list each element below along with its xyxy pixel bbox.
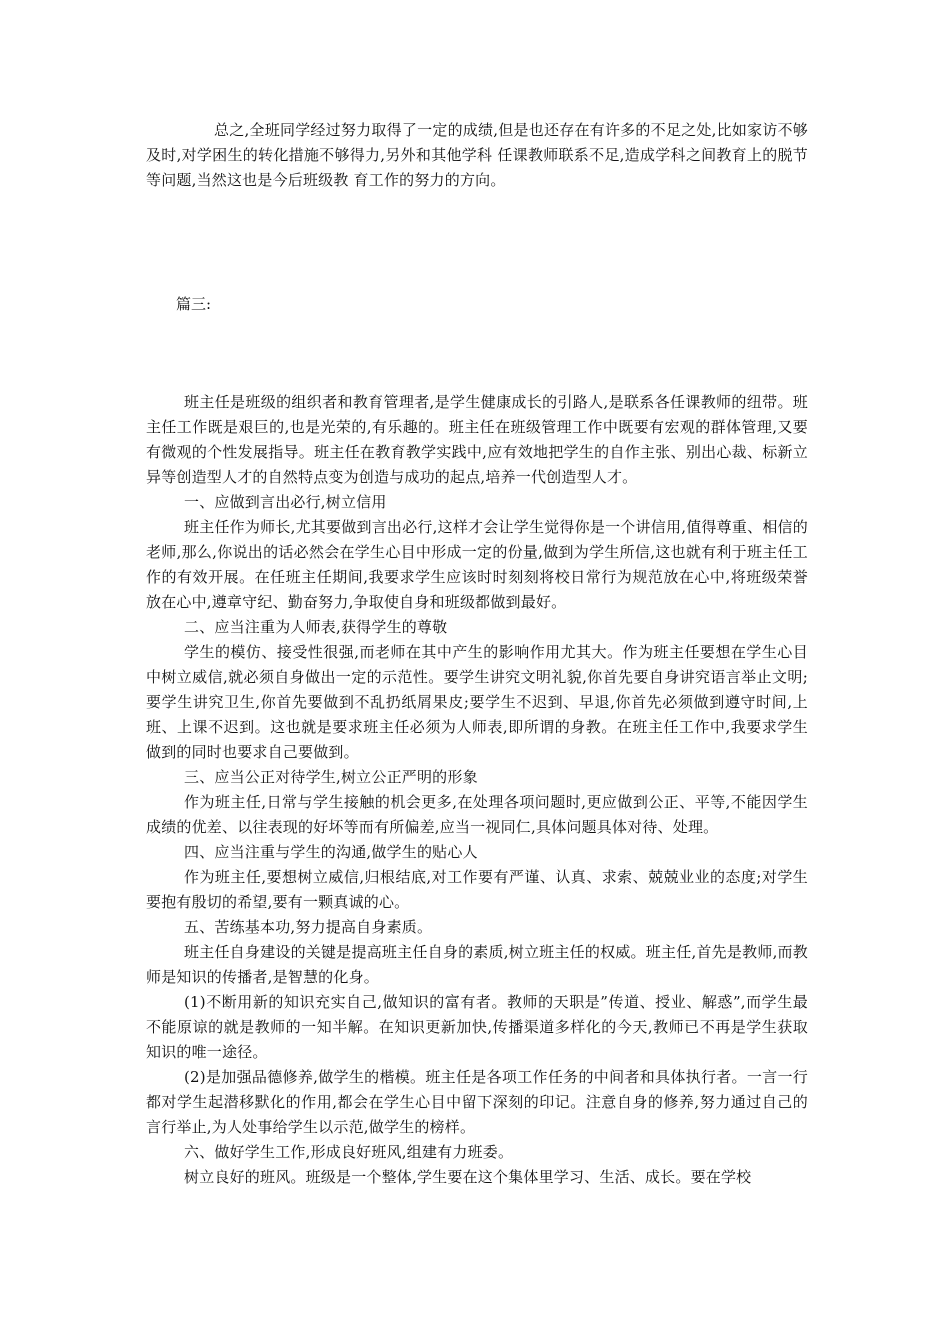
subheading-4: 四、应当注重与学生的沟通,做学生的贴心人 [184, 843, 478, 861]
closing-paragraph-block [146, 118, 808, 193]
article-body [146, 390, 808, 1190]
body-paragraph-2: 学生的模仿、接受性很强,而老师在其中产生的影响作用尤其大。作为班主任要想在学生心目中树立威信,就必须自身做出一定的示范性。要学生讲究文明礼貌,你首先要自身讲究语言举止文明;要学生讲究卫生,你首先要做到不乱扔纸屑果皮;要学生不迟到、早退,你首先必须做到遵守时间,上班、上课不迟到。这也就是要求班主任必须为人师表,即所谓的身教。在班主任工作中,我要求学生做到的同时也要求自己要做到。 [146, 643, 808, 761]
intro-paragraph: 班主任是班级的组织者和教育管理者,是学生健康成长的引路人,是联系各任课教师的纽带。班主任工作既是艰巨的,也是光荣的,有乐趣的。班主任在班级管理工作中既要有宏观的群体管理,又要有微观的个性发展指导。班主任在教育教学实践中,应有效地把学生的自作主张、别出心裁、标新立异等创造型人才的自然特点变为创造与成功的起点,培养一代创造型人才。 [146, 393, 808, 486]
subheading-3: 三、应当公正对待学生,树立公正严明的形象 [184, 768, 478, 786]
body-paragraph-5-point-1: (1)不断用新的知识充实自己,做知识的富有者。教师的天职是”传道、授业、解惑”,而学生最不能原谅的就是教师的一知半解。在知识更新加快,传播渠道多样化的今天,教师已不再是学生获取知识的唯一途径。 [146, 993, 808, 1061]
body-paragraph-1: 班主任作为师长,尤其要做到言出必行,这样才会让学生觉得你是一个讲信用,值得尊重、相信的老师,那么,你说出的话必然会在学生心目中形成一定的份量,做到为学生所信,这也就有利于班主任工作的有效开展。在任班主任期间,我要求学生应该时时刻刻将校日常行为规范放在心中,将班级荣誉放在心中,遵章守纪、勤奋努力,争取使自身和班级都做到最好。 [146, 518, 808, 611]
closing-paragraph: 总之,全班同学经过努力取得了一定的成绩,但是也还存在有许多的不足之处,比如家访不够及时,对学困生的转化措施不够得力,另外和其他学科 任课教师联系不足,造成学科之间教育上的脱节等问题,当然这也是今后班级教 育工作的努力的方向。 [146, 121, 808, 189]
section-heading: 篇三: [176, 295, 212, 313]
subheading-1: 一、应做到言出必行,树立信用 [184, 493, 387, 511]
body-paragraph-5-point-2: (2)是加强品德修养,做学生的楷模。班主任是各项工作任务的中间者和具体执行者。一言一行都对学生起潜移默化的作用,都会在学生心目中留下深刻的印记。注意自身的修养,努力通过自己的言行举止,为人处事给学生以示范,做学生的榜样。 [146, 1068, 808, 1136]
subheading-6: 六、做好学生工作,形成良好班风,组建有力班委。 [184, 1143, 514, 1161]
subheading-2: 二、应当注重为人师表,获得学生的尊敬 [184, 618, 448, 636]
body-paragraph-5: 班主任自身建设的关键是提高班主任自身的素质,树立班主任的权威。班主任,首先是教师,而教师是知识的传播者,是智慧的化身。 [146, 943, 808, 986]
body-paragraph-3: 作为班主任,日常与学生接触的机会更多,在处理各项问题时,更应做到公正、平等,不能因学生成绩的优差、以往表现的好坏等而有所偏差,应当一视同仁,具体问题具体对待、处理。 [146, 793, 808, 836]
body-paragraph-4: 作为班主任,要想树立威信,归根结底,对工作要有严谨、认真、求索、兢兢业业的态度;对学生要抱有殷切的希望,要有一颗真诚的心。 [146, 868, 808, 911]
subheading-5: 五、苦练基本功,努力提高自身素质。 [184, 918, 433, 936]
body-paragraph-6: 树立良好的班风。班级是一个整体,学生要在这个集体里学习、生活、成长。要在学校 [184, 1168, 752, 1186]
